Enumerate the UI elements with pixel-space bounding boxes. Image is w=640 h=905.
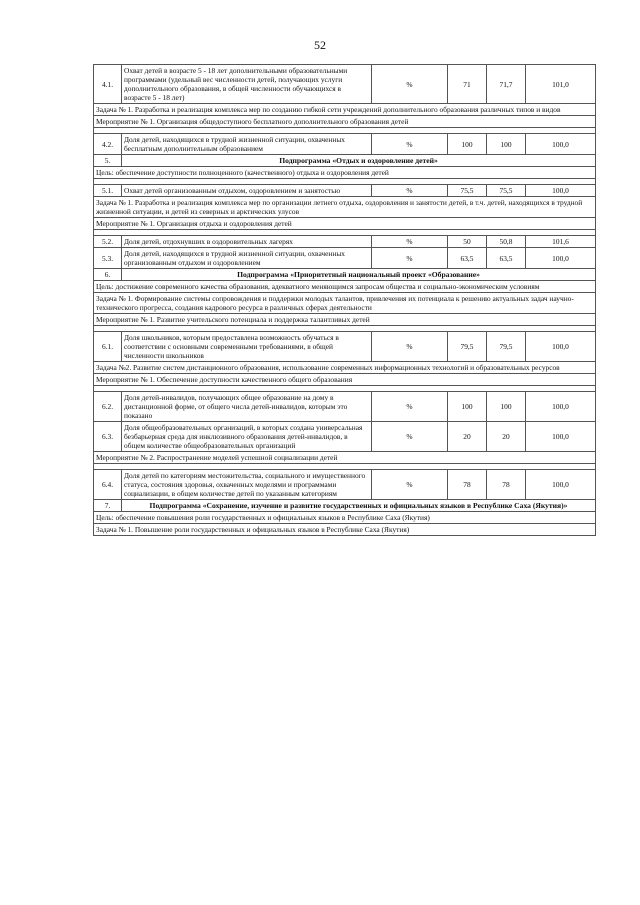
unit-cell: % xyxy=(372,248,448,269)
value-actual: 20 xyxy=(487,422,526,452)
value-percent: 101,0 xyxy=(526,65,596,104)
indicator-description: Охват детей в возрасте 5 - 18 лет дополнительными образовательными программами (удельный вес численности детей, получающих услуги дополнительного образования, в общей численности обучающихся в возрасте 5 - 18 лет) xyxy=(122,65,372,104)
section-text-row xyxy=(94,104,596,116)
value-percent: 100,0 xyxy=(526,470,596,500)
subprogram-header-row xyxy=(94,500,596,512)
unit-cell: % xyxy=(372,470,448,500)
section-text-row xyxy=(94,452,596,464)
indicator-description: Доля школьников, которым предоставлена возможность обучаться в соответствии с основными современными требованиями, в общей численности школьников xyxy=(122,332,372,362)
indicator-row xyxy=(94,65,596,104)
section-text: Мероприятие № 1. Обеспечение доступности качественного общего образования xyxy=(94,374,596,386)
indicator-description: Доля детей по категориям местожительства, социального и имущественного статуса, состояния здоровья, охваченных моделями и программами социализации, в общем количестве детей по указанным категориям xyxy=(122,470,372,500)
unit-cell: % xyxy=(372,332,448,362)
value-plan: 79,5 xyxy=(448,332,487,362)
subprogram-header-row xyxy=(94,269,596,281)
value-percent: 101,6 xyxy=(526,236,596,248)
section-text-row xyxy=(94,197,596,218)
section-text: Цель: обеспечение доступности полноценного (качественного) отдыха и оздоровления детей xyxy=(94,167,596,179)
row-number: 6.3. xyxy=(94,422,122,452)
subprogram-title: Подпрограмма «Сохранение, изучение и развитие государственных и официальных языков в Республике Саха (Якутия)» xyxy=(122,500,596,512)
value-plan: 75,5 xyxy=(448,185,487,197)
row-number: 6. xyxy=(94,269,122,281)
section-text: Задача № 1. Разработка и реализация комплекса мер по организации летнего отдыха, оздоровления и занятости детей, в т.ч. детей, находящихся в трудной жизненной ситуации, и детей из северных и арктических улусов xyxy=(94,197,596,218)
value-percent: 100,0 xyxy=(526,185,596,197)
unit-cell: % xyxy=(372,392,448,422)
section-text-row xyxy=(94,116,596,128)
row-number: 6.1. xyxy=(94,332,122,362)
indicator-row xyxy=(94,236,596,248)
indicator-row xyxy=(94,392,596,422)
section-text-row xyxy=(94,314,596,326)
section-text: Мероприятие № 1. Организация отдыха и оздоровления детей xyxy=(94,218,596,230)
row-number: 7. xyxy=(94,500,122,512)
value-plan: 63,5 xyxy=(448,248,487,269)
unit-cell: % xyxy=(372,65,448,104)
section-text: Задача № 1. Формирование системы сопровождения и поддержки молодых талантов, привлечения их потенциала к решению актуальных задач научно-технического прогресса, создания кадрового ресурса в различных сферах деятельности xyxy=(94,293,596,314)
section-text: Мероприятие № 1. Организация общедоступного бесплатного дополнительного образования детей xyxy=(94,116,596,128)
page-number: 52 xyxy=(314,38,326,52)
value-actual: 50,8 xyxy=(487,236,526,248)
row-number: 5.1. xyxy=(94,185,122,197)
section-text-row xyxy=(94,362,596,374)
indicator-description: Доля общеобразовательных организаций, в которых создана универсальная безбарьерная среда для инклюзивного образования детей-инвалидов, в общем количестве общеобразовательных организаций xyxy=(122,422,372,452)
value-percent: 100,0 xyxy=(526,134,596,155)
value-actual: 100 xyxy=(487,134,526,155)
section-text-row xyxy=(94,167,596,179)
section-text-row xyxy=(94,218,596,230)
row-number: 4.2. xyxy=(94,134,122,155)
section-text: Мероприятие № 1. Развитие учительского потенциала и поддержка талантливых детей xyxy=(94,314,596,326)
section-text-row xyxy=(94,524,596,536)
section-text-row xyxy=(94,374,596,386)
value-plan: 20 xyxy=(448,422,487,452)
indicator-row xyxy=(94,332,596,362)
row-number: 4.1. xyxy=(94,65,122,104)
row-number: 5. xyxy=(94,155,122,167)
value-percent: 100,0 xyxy=(526,248,596,269)
section-text: Цель: достижение современного качества образования, адекватного меняющимся запросам общества и социально-экономическим условиям xyxy=(94,281,596,293)
row-number: 5.2. xyxy=(94,236,122,248)
section-text: Задача № 1. Разработка и реализация комплекса мер по созданию гибкой сети учреждений дополнительного образования различных типов и видов xyxy=(94,104,596,116)
indicator-row xyxy=(94,422,596,452)
unit-cell: % xyxy=(372,236,448,248)
row-number: 6.2. xyxy=(94,392,122,422)
indicator-row xyxy=(94,134,596,155)
value-actual: 78 xyxy=(487,470,526,500)
value-plan: 100 xyxy=(448,134,487,155)
indicator-row xyxy=(94,470,596,500)
value-plan: 71 xyxy=(448,65,487,104)
subprogram-title: Подпрограмма «Отдых и оздоровление детей» xyxy=(122,155,596,167)
indicator-description: Доля детей, находящихся в трудной жизненной ситуации, охваченных бесплатным дополнительным образованием xyxy=(122,134,372,155)
indicator-description: Охват детей организованным отдыхом, оздоровлением и занятостью xyxy=(122,185,372,197)
indicator-description: Доля детей-инвалидов, получающих общее образование на дому в дистанционной форме, от общего числа детей-инвалидов, которым это показано xyxy=(122,392,372,422)
value-actual: 79,5 xyxy=(487,332,526,362)
section-text: Цель: обеспечение повышения роли государственных и официальных языков в Республике Саха (Якутия) xyxy=(94,512,596,524)
value-plan: 78 xyxy=(448,470,487,500)
value-plan: 100 xyxy=(448,392,487,422)
section-text-row xyxy=(94,293,596,314)
unit-cell: % xyxy=(372,134,448,155)
section-text: Задача №2. Развитие систем дистанционного образования, использование современных информационных технологий и образовательных ресурсов xyxy=(94,362,596,374)
value-percent: 100,0 xyxy=(526,332,596,362)
indicator-row xyxy=(94,248,596,269)
indicator-row xyxy=(94,185,596,197)
value-plan: 50 xyxy=(448,236,487,248)
section-text-row xyxy=(94,281,596,293)
value-actual: 71,7 xyxy=(487,65,526,104)
value-actual: 63,5 xyxy=(487,248,526,269)
value-actual: 75,5 xyxy=(487,185,526,197)
value-actual: 100 xyxy=(487,392,526,422)
unit-cell: % xyxy=(372,185,448,197)
row-number: 5.3. xyxy=(94,248,122,269)
value-percent: 100,0 xyxy=(526,422,596,452)
section-text: Задача № 1. Повышение роли государственных и официальных языков в Республике Саха (Якутия) xyxy=(94,524,596,536)
unit-cell: % xyxy=(372,422,448,452)
subprogram-header-row xyxy=(94,155,596,167)
indicators-table xyxy=(93,64,596,536)
value-percent: 100,0 xyxy=(526,392,596,422)
section-text: Мероприятие № 2. Распространение моделей успешной социализации детей xyxy=(94,452,596,464)
row-number: 6.4. xyxy=(94,470,122,500)
indicator-description: Доля детей, находящихся в трудной жизненной ситуации, охваченных организованным отдыхом и оздоровлением xyxy=(122,248,372,269)
section-text-row xyxy=(94,512,596,524)
indicator-description: Доля детей, отдохнувших в оздоровительных лагерях xyxy=(122,236,372,248)
subprogram-title: Подпрограмма «Приоритетный национальный проект «Образование» xyxy=(122,269,596,281)
